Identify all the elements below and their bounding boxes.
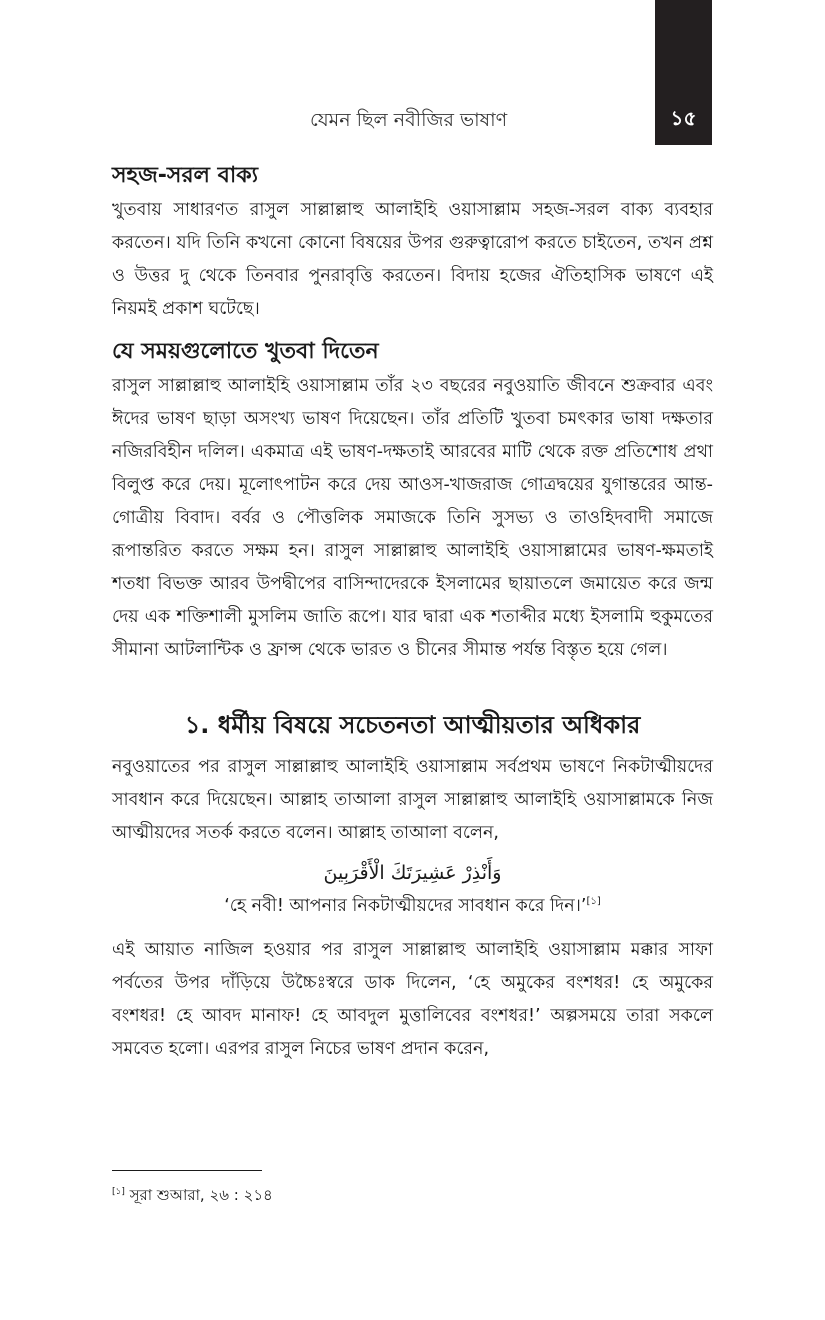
page-number: ১৫: [670, 106, 697, 130]
footnote-marker: [১]: [112, 1187, 125, 1197]
footnote-text: সূরা শুআরা, ২৬ : ২১৪: [124, 1186, 273, 1204]
paragraph-chapter-intro: নবুওয়াতের পর রাসুল সাল্লাল্লাহু আলাইহি ওয়াসাল্লাম সর্বপ্রথম ভাষণে নিকটাত্মীয়দের সাবধান করে দিয়েছেন। আল্লাহ তাআলা রাসুল সাল্লাল্লাহু আলাইহি ওয়াসাল্লামকে নিজ আত্মীয়দের সতর্ক করতে বলেন। আল্লাহ তাআলা বলেন,: [112, 757, 713, 843]
section-heading-simple: সহজ-সরল বাক্য: [112, 163, 258, 188]
running-header: যেমন ছিল নবীজির ভাষাণ: [310, 109, 508, 131]
footnote-divider: [112, 1170, 262, 1171]
footnote-reference[interactable]: [১]: [586, 896, 601, 908]
quran-verse-translation: [112, 890, 713, 922]
paragraph-times: রাসুল সাল্লাল্লাহু আলাইহি ওয়াসাল্লাম তাঁর ২৩ বছরের নবুওয়াতি জীবনে শুক্রবার এবং ঈদের ভাষণ ছাড়া অসংখ্য ভাষণ দিয়েছেন। তাঁর প্রতিটি খুতবা চমৎকার ভাষা দক্ষতার নজিরবিহীন দলিল। একমাত্র এই ভাষণ-দক্ষতাই আরবের মাটি থেকে রক্ত প্রতিশোধ প্রথা বিলুপ্ত করে দেয়। মূলোৎপাটন করে দেয় আওস-খাজরাজ গোত্রদ্বয়ের যুগান্তরের আন্ত-গোত্রীয় বিবাদ। বর্বর ও পৌত্তলিক সমাজকে তিনি সুসভ্য ও তাওহিদবাদী সমাজে রূপান্তরিত করতে সক্ষম হন। রাসুল সাল্লাল্লাহু আলাইহি ওয়াসাল্লামের ভাষণ-ক্ষমতাই শতধা বিভক্ত আরব উপদ্বীপের বাসিন্দাদেরকে ইসলামের ছায়াতলে জমায়েত করে জন্ম দেয় এক শক্তিশালী মুসলিম জাতি রূপে। যার দ্বারা এক শতাব্দীর মধ্যে ইসলামি হুকুমতের সীমানা আটলান্টিক ও ফ্রান্স থেকে ভারত ও চীনের সীমান্ত পর্যন্ত বিস্তৃত হয়ে গেল।: [112, 376, 713, 660]
paragraph-chapter-safa: এই আয়াত নাজিল হওয়ার পর রাসুল সাল্লাল্লাহু আলাইহি ওয়াসাল্লাম মক্কার সাফা পর্বতের উপর দাঁড়িয়ে উচ্চৈঃস্বরে ডাক দিলেন, ‘হে অমুকের বংশধর! হে অমুকের বংশধর! হে আবদ মানাফ! হে আবদুল মুত্তালিবের বংশধর!’ অল্পসময়ে তারা সকলে সমবেত হলো। এরপর রাসুল নিচের ভাষণ প্রদান করেন,: [112, 940, 713, 1059]
chapter-title: ১. ধর্মীয় বিষয়ে সচেতনতা আত্মীয়তার অধিকার: [184, 711, 641, 739]
footnote: [112, 1180, 273, 1207]
paragraph-simple: খুতবায় সাধারণত রাসুল সাল্লাল্লাহু আলাইহি ওয়াসাল্লাম সহজ-সরল বাক্য ব্যবহার করতেন। যদি তিনি কখনো কোনো বিষয়ের উপর গুরুত্বারোপ করতে চাইতেন, তখন প্রশ্ন ও উত্তর দু থেকে তিনবার পুনরাবৃত্তি করতেন। বিদায় হজের ঐতিহাসিক ভাষণে এই নিয়মই প্রকাশ ঘটেছে।: [112, 200, 713, 319]
verse-translation-text: ‘হে নবী! আপনার নিকটাত্মীয়দের সাবধান করে দিন।’: [224, 896, 587, 916]
quran-verse-arabic: وَأَنْذِرْ عَشِيرَتَكَ الْأَقْرَبِينَ: [323, 862, 502, 884]
section-heading-times: যে সময়গুলোতে খুতবা দিতেন: [112, 339, 379, 364]
page-content: [112, 158, 713, 1066]
